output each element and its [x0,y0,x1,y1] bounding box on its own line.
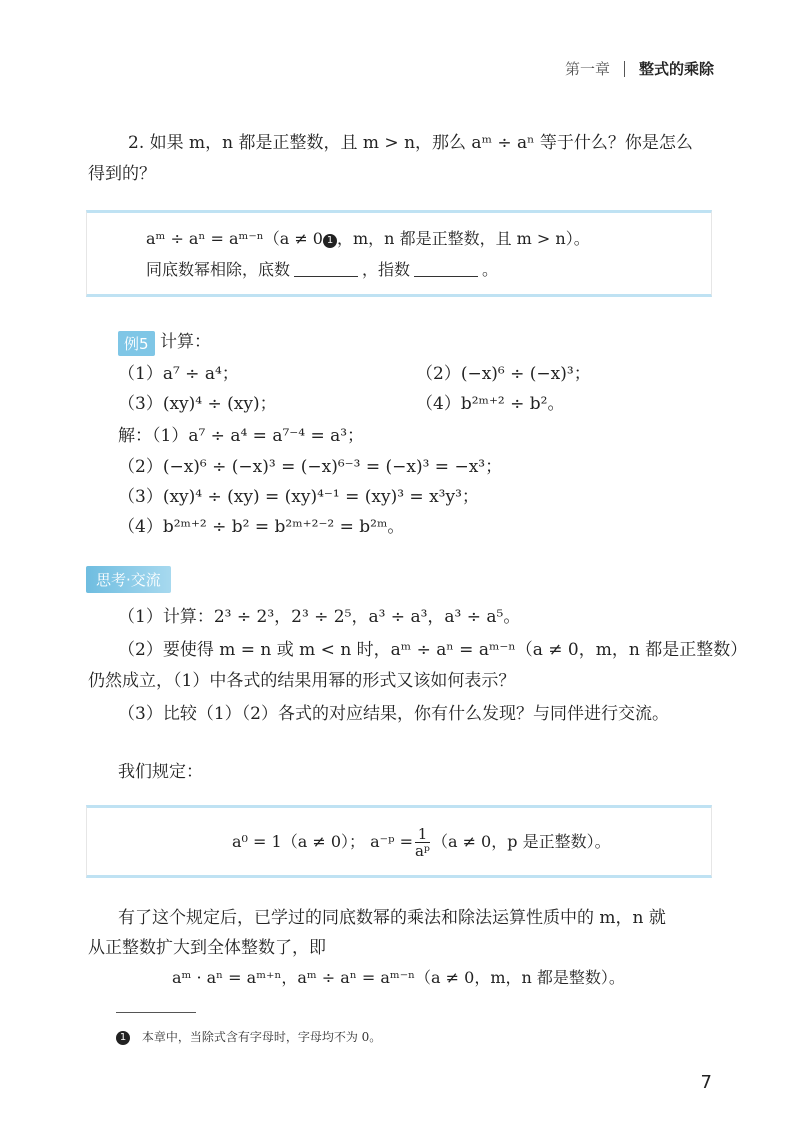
think-item-2-line-1: （2）要使得 m = n 或 m < n 时，aᵐ ÷ aⁿ = aᵐ⁻ⁿ（a ≠ 0，m，n 都是正整数） [118,640,748,660]
think-item-3: （3）比较（1）（2）各式的对应结果，你有什么发现？与同伴进行交流。 [118,704,669,724]
think-exchange-tag: 思考·交流 [86,566,171,593]
zero-negative-exponent-rule [232,826,611,859]
page-number: 7 [700,1072,712,1093]
running-header [565,58,714,79]
closing-line-2: 从正整数扩大到全体整数了，即 [88,938,326,958]
solution-line-1: 解：（1）a⁷ ÷ a⁴ = a⁷⁻⁴ = a³； [118,426,365,446]
footnote-mark: 1 [116,1031,130,1045]
fraction [415,826,430,859]
formula-part-b: ，m，n 都是正整数，且 m > n）。 [337,229,590,248]
fill-blank-exponent[interactable] [414,275,478,277]
chapter-title: 整式的乘除 [638,60,714,78]
rule-box-division [86,210,712,297]
fill-blank-base[interactable] [294,275,358,277]
rule-part-1: a⁰ = 1（a ≠ 0）； a⁻ᵖ = [232,832,413,851]
statement-part-b: ，指数 [362,260,411,279]
closing-formula: aᵐ · aⁿ = aᵐ⁺ⁿ，aᵐ ÷ aⁿ = aᵐ⁻ⁿ（a ≠ 0，m，n 都是整数）。 [172,968,625,987]
footnote-rule [116,1012,196,1013]
think-item-2-line-2: 仍然成立，（1）中各式的结果用幂的形式又该如何表示？ [88,671,516,691]
footnote-marker: 1 [323,234,337,248]
solution-line-3: （3）(xy)⁴ ÷ (xy) = (xy)⁴⁻¹ = (xy)³ = x³y³； [118,487,479,507]
statement-part-c: 。 [482,260,499,279]
division-rule-statement [146,262,498,278]
footnote [116,1028,381,1045]
example-item-3: （3）(xy)⁴ ÷ (xy)； [118,394,277,414]
example-item-4: （4）b²ᵐ⁺² ÷ b²。 [416,394,565,414]
question-2-line-1: 2. 如果 m，n 都是正整数，且 m > n，那么 aᵐ ÷ aⁿ 等于什么？你是怎么 [128,133,693,153]
chapter-label: 第一章 [564,60,610,78]
closing-line-1: 有了这个规定后，已学过的同底数幂的乘法和除法运算性质中的 m，n 就 [118,908,666,928]
footnote-text: 本章中，当除式含有字母时，字母均不为 0。 [141,1030,382,1044]
example-item-1: （1）a⁷ ÷ a⁴； [118,364,239,384]
formula-part-a: aᵐ ÷ aⁿ = aᵐ⁻ⁿ（a ≠ 0 [146,229,323,248]
example-item-2: （2）(−x)⁶ ÷ (−x)³； [416,364,591,384]
fraction-numerator: 1 [415,826,430,843]
rule-part-2: （a ≠ 0，p 是正整数）。 [431,832,611,851]
solution-line-2: （2）(−x)⁶ ÷ (−x)³ = (−x)⁶⁻³ = (−x)³ = −x³； [118,457,503,477]
example-5-heading: 计算： [160,332,211,352]
think-item-1: （1）计算：2³ ÷ 2³，2³ ÷ 2⁵，a³ ÷ a³，a³ ÷ a⁵。 [118,607,521,627]
rule-intro: 我们规定： [118,762,203,782]
fraction-denominator: aᵖ [414,842,430,860]
solution-line-4: （4）b²ᵐ⁺² ÷ b² = b²ᵐ⁺²⁻² = b²ᵐ。 [118,517,405,537]
question-2-line-2: 得到的？ [88,164,156,184]
division-rule-formula [146,231,590,248]
header-divider [624,61,625,77]
statement-part-a: 同底数幂相除，底数 [146,260,291,279]
example-5-tag: 例5 [118,331,155,356]
